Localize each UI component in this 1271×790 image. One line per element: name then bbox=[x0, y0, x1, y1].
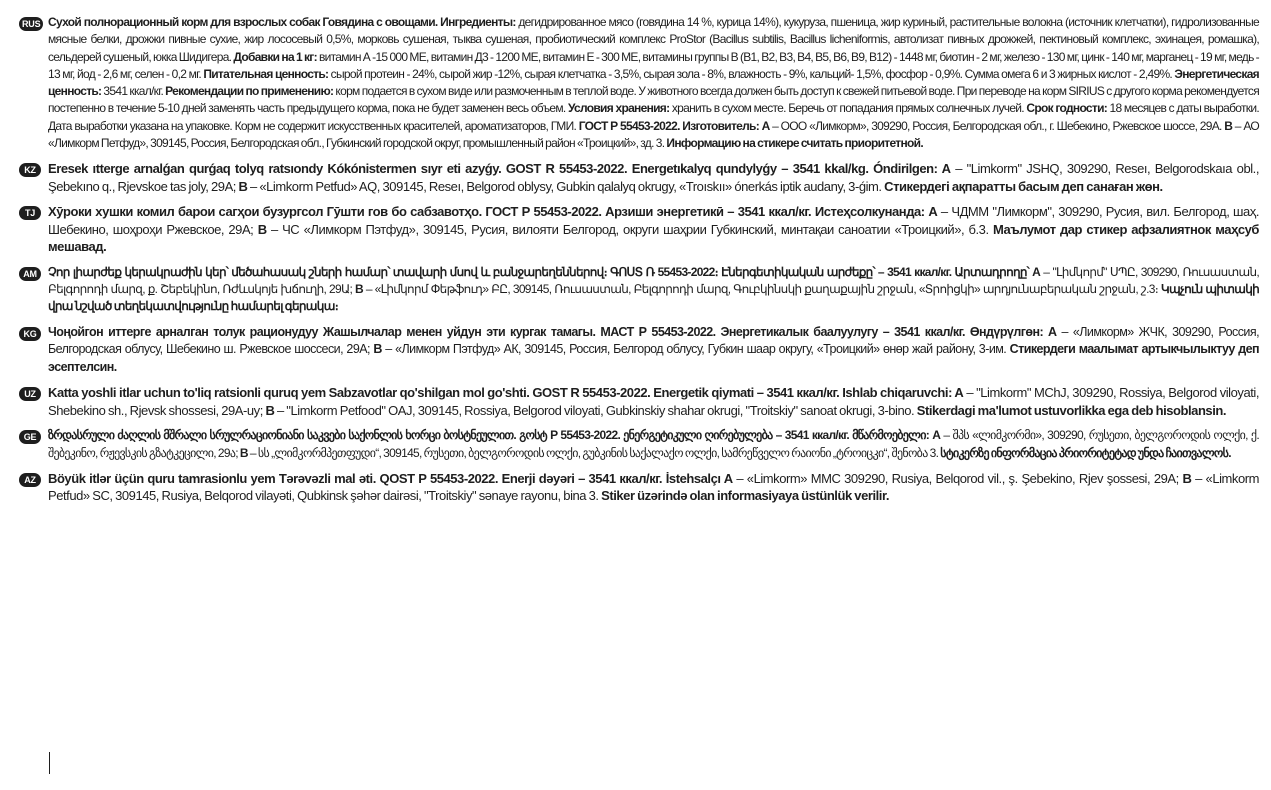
block-text-az bbox=[48, 470, 1259, 505]
bold-text-segment: ზრდასრული ძაღლის მშრალი სრულრაციონიანი საკვები საქონლის ხორცი ბოსტნეულით. გოსტ P 55453-2022. ენერგეტიკული ღირებულება – 3541 ккал/кг. მწარმოებელი: A bbox=[48, 428, 941, 443]
bold-text-segment: Stiker üzərində olan informasiyaya üstünlük verilir. bbox=[601, 488, 890, 504]
block-ge bbox=[23, 427, 1259, 462]
bold-text-segment: Питательная ценность: bbox=[203, 66, 329, 81]
bold-text-segment: B bbox=[239, 445, 248, 460]
bold-text-segment: Рекомендации по применению: bbox=[165, 84, 334, 99]
bold-text-segment: Böyük itlər üçün quru tamrasionlu yem Tərəvəzli mal əti. QOST P 55453-2022. Enerji dəyəri – 3541 ккал/кг. İstehsalçı A bbox=[48, 470, 733, 486]
text-segment: – "Լիմկորմ" ՍՊԸ, 309290, Ռուսաստան, Բելգորոդի մարզ, ք. Շեբեկինո, Ռժևսկոյե խճուղի, 29Ա; bbox=[48, 264, 1260, 297]
language-badge-az: AZ bbox=[19, 473, 41, 487]
text-segment: – «Limkorm Petfud» SC, 309145, Rusiya, Belqorod vilayəti, Qubkinsk şəhər dairəsi, "Troitskiy" sənaye rayonu, bina 3. bbox=[48, 470, 1260, 504]
bold-text-segment: B bbox=[265, 402, 275, 418]
bold-text-segment: Информацию на стикере считать приоритетной. bbox=[666, 136, 923, 151]
text-segment: – "Limkorm Petfood" OAJ, 309145, Rossiya, Belgorod viloyati, Gubkinskiy shahar okrugi, "Troitskiy" sanoat okrugi, 3-bino. bbox=[274, 402, 917, 418]
bold-text-segment: В bbox=[257, 221, 267, 237]
bold-text-segment: Katta yoshli itlar uchun to'liq ratsionli quruq yem Sabzavotlar qo'shilgan mol go'shti. GOST R 55453-2022. Energetik qiymati – 3541 ккал/кг. Ishlab chiqaruvchi: A bbox=[48, 385, 964, 401]
bold-text-segment: Сухой полнорационный корм для взрослых собак Говядина с овощами. Ингредиенты: bbox=[48, 15, 516, 29]
bold-text-segment: Stikerdagi ma'lumot ustuvorlikka ega deb hisoblansin. bbox=[916, 402, 1227, 418]
text-segment: – «Лимкорм» ЖЧК, 309290, Россия, Белгородская облусу, Шебекино ш. Ржевское шоссеси, 29А; bbox=[48, 324, 1259, 357]
language-badge-uz: UZ bbox=[19, 387, 41, 401]
block-text-kg bbox=[48, 324, 1259, 377]
language-badge-rus: RUS bbox=[19, 17, 43, 31]
text-segment: – სს „ლიმკორმპეთფუდი“, 309145, რუსეთი, ბელგოროდის ოლქი, გუბკინის საქალაქო ოლქი, სამრეწველო რაიონი „ტროიცკი“, შენობა 3. bbox=[247, 445, 941, 460]
text-segment: сырой протеин - 24%, сырой жир -12%, сырая клетчатка - 3,5%, сырая зола - 8%, влажность - 9%, кальций- 1,5%, фосфор - 0,9%. Сумма омега 6 и 3 жирных кислот - 2,49%. bbox=[328, 66, 1175, 81]
bold-text-segment: B bbox=[1182, 470, 1192, 486]
bold-text-segment: Կպչուն պիտակի վրա նշված տեղեկատվությունը համարել գերակա։ bbox=[48, 282, 1260, 314]
text-segment: – ЧС «Лимкорм Пэтфуд», 309145, Русия, вилояти Белгород, округи шаҳрии Губкинский, минтақаи саноатии «Троицкий», б.3. bbox=[266, 221, 993, 237]
text-segment: – «Limkorm Petfud» AQ, 309145, Reseı, Belgorod oblysy, Gubkin qalalyq okrugy, «Troıskıı» ónerkás iptik audany, 3-ǵim. bbox=[247, 178, 885, 194]
text-segment: – "Limkorm" JSHQ, 309290, Reseı, Belgorodskaıa obl., Şebekıno q., Rjevskoe tas joly, 29A; bbox=[48, 161, 1259, 194]
text-segment: – «Լիմկորմ Փեթֆուդ» ԲԸ, 309145, Ռուսաստան, Բելգորոդի մարզ, Գուբկինսկի քաղաքային շրջան, «Տրոիցկի» արդյունաբերական շրջան, շ.3։ bbox=[362, 282, 1161, 297]
bold-text-segment: Условия хранения: bbox=[567, 101, 670, 116]
bold-text-segment: Eresek ıtterge arnalǵan qurǵaq tolyq ratsıondy Kókónistermen sıyr eti azyǵy. GOST R 55453-2022. Energetıkalyq qundylyǵy – 3541 kkal/kg. Óndirilgen: A bbox=[48, 161, 951, 177]
bold-text-segment: Стикердегі ақпаратты басым деп санаған жөн. bbox=[884, 178, 1163, 194]
bold-text-segment: Срок годности: bbox=[1026, 101, 1108, 116]
text-segment: 18 месяцев с даты выработки. Дата выработки указана на упаковке. Корм не содержит искусственных красителей, ароматизаторов, ГМИ. bbox=[48, 101, 1259, 133]
bold-text-segment: Энергетическая ценность: bbox=[48, 66, 1259, 99]
text-cursor bbox=[49, 752, 50, 774]
text-segment: – "Limkorm" MChJ, 309290, Rossiya, Belgorod viloyati, Shebekino sh., Rjevsk shossesi, 29A-uy; bbox=[48, 385, 1259, 418]
text-segment: корм подается в сухом виде или размоченным в теплой воде. У животного всегда должен быть доступ к свежей питьевой воде. При переводе на корм SIRIUS с другого корма рекомендуется постепенно в течение 5-10 дней заменять часть предыдущего корма, пока не будет заменен весь объем. bbox=[48, 84, 1260, 116]
text-segment: дегидрированное мясо (говядина 14 %, курица 14%), кукуруза, пшеница, жир куриный, растительные волокна (источник клетчатки), гидролизованные мясные белки, дрожжи пивные сухие, жир лососевый 0,5%, морковь сушеная, тыква сушеная, пробиотический комплекс ProStor (Bacillus subtilis, Bacillus licheniformis, автолизат пивных дрожжей, пектиновый комплекс, эхинацея, ромашка), сельдерей сушеный, юкка Шидигера. bbox=[48, 15, 1259, 64]
bold-text-segment: В bbox=[1224, 118, 1233, 133]
bold-text-segment: სტიკერზე ინფორმაცია პრიორიტეტად უნდა ჩაითვალოს. bbox=[940, 445, 1231, 460]
bold-text-segment: Добавки на 1 кг: bbox=[233, 49, 317, 64]
text-segment: – შპს «ლიმკორმი», 309290, რუსეთი, ბელგოროდის ოლქი, ქ. შებეკინო, რჟევსკის გზატკეცილი, 29ა; bbox=[48, 428, 1259, 460]
language-badge-kz: KZ bbox=[19, 163, 41, 177]
bold-text-segment: B bbox=[355, 282, 363, 297]
bold-text-segment: Стикердеги маалымат артыкчылыктуу деп эсептелсин. bbox=[48, 342, 1259, 374]
language-badge-kg: KG bbox=[19, 327, 41, 341]
bold-text-segment: Хӯроки хушки комил барои сагҳои бузургсол Гӯшти гов бо сабзавотҳо. ГОСТ Р 55453-2022. Арзиши энергетикӣ – 3541 ккал/кг. Истеҳсолкунанда: А bbox=[48, 204, 938, 220]
language-badge-tj: TJ bbox=[19, 206, 41, 220]
bold-text-segment: Чоңойгон иттерге арналган толук рационудуу Жашылчалар менен уйдун эти кургак тамагы. МАСТ Р 55453-2022. Энергетикалык баалуулугу – 3541 ккал/кг. Өндүрүлгөн: А bbox=[48, 324, 1057, 339]
bold-text-segment: B bbox=[238, 178, 248, 194]
language-badge-am: AM bbox=[19, 267, 41, 281]
bold-text-segment: Маълумот дар стикер афзалиятнок маҳсуб мешавад. bbox=[48, 221, 1259, 255]
block-text-tj bbox=[48, 203, 1259, 256]
block-text-rus bbox=[48, 14, 1259, 152]
text-segment: 3541 ккал/кг. bbox=[101, 84, 166, 99]
text-segment: – ЧДММ "Лимкорм", 309290, Русия, вил. Белгород, шаҳ. Шебекино, шоҳроҳи Ржевское, 29А; bbox=[48, 204, 1259, 237]
language-badge-ge: GE bbox=[19, 430, 41, 444]
block-text-ge bbox=[48, 427, 1259, 462]
block-text-am bbox=[48, 264, 1259, 316]
text-segment: – ООО «Лимкорм», 309290, Россия, Белгородская обл., г. Шебекино, Ржевское шоссе, 29А. bbox=[769, 118, 1225, 133]
block-text-uz bbox=[48, 384, 1259, 419]
block-text-kz bbox=[48, 160, 1259, 195]
block-az bbox=[24, 470, 1260, 505]
text-segment: витамин А -15 000 МЕ, витамин Д3 - 1200 МЕ, витамин Е - 300 МЕ, витамины группы В (B1, B2, B3, B4, B5, B6, B9, B12) - 1448 мг, биотин - 2 мг, железо - 130 мг, цинк - 140 мг, марганец - 19 мг, медь - 13 мг, йод - 2,6 мг, селен - 0,2 мг. bbox=[48, 49, 1259, 81]
bold-text-segment: Չոր լիարժեք կերակրաժին կեր՝ մեծահասակ շների համար՝ տավարի մսով և բանջարեղեններով։ ԳՈՍՏ Ռ 55453-2022։ Էներգետիկական արժեքը՝ – 3541 ккал/кг. Արտադրողը՝ A bbox=[48, 264, 1041, 279]
text-segment: хранить в сухом месте. Беречь от попадания прямых солнечных лучей. bbox=[669, 101, 1027, 116]
block-uz bbox=[24, 384, 1259, 419]
text-segment: – АО «Лимкорм Петфуд», 309145, Россия, Белгородская обл., Губкинский городской округ, промышленный район «Троицкий», зд. 3. bbox=[48, 118, 1260, 151]
block-tj bbox=[24, 203, 1259, 256]
block-kg bbox=[23, 324, 1259, 377]
block-am bbox=[23, 264, 1260, 316]
text-segment: – «Limkorm» MMC 309290, Rusiya, Belqorod vil., ş. Şebekino, Rjev şossesi, 29A; bbox=[732, 470, 1183, 486]
bold-text-segment: В bbox=[373, 342, 382, 357]
block-kz bbox=[24, 160, 1259, 195]
text-segment: – «Лимкорм Пэтфуд» АК, 309145, Россия, Белгород облусу, Губкин шаар округу, «Троицкий» өнөр жай району, 3-им. bbox=[381, 342, 1010, 357]
bold-text-segment: ГОСТ Р 55453-2022. Изготовитель: А bbox=[578, 118, 770, 133]
block-rus bbox=[22, 14, 1260, 152]
